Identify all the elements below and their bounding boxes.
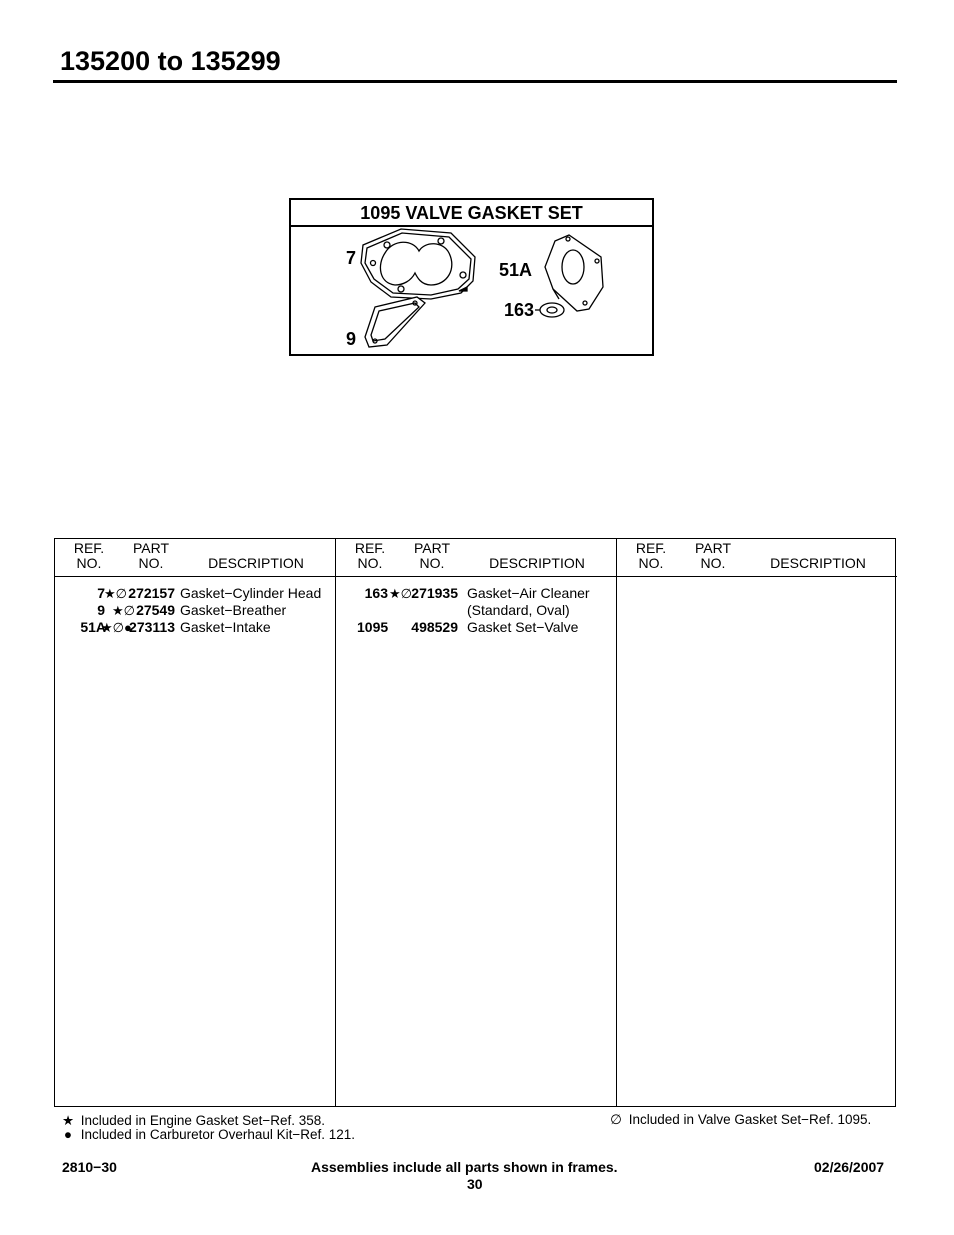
column-header — [336, 539, 616, 577]
diagram-title: 1095 VALVE GASKET SET — [291, 200, 652, 227]
part-header: PART NO. — [694, 540, 732, 571]
cylinder-head-gasket-icon — [361, 229, 475, 299]
ref-header: REF. NO. — [354, 540, 386, 571]
diagram-frame — [289, 198, 654, 356]
description-header: DESCRIPTION — [770, 555, 866, 571]
table-row: 1095 498529 Gasket Set−Valve — [357, 619, 579, 635]
ref-header: REF. NO. — [635, 540, 667, 571]
footnote-engine-gasket-set: ★ Included in Engine Gasket Set−Ref. 358. — [59, 1113, 325, 1128]
footer-date: 02/26/2007 — [814, 1159, 885, 1175]
breather-gasket-icon — [365, 297, 425, 347]
parts-rows — [336, 585, 616, 636]
part-header: PART NO. — [413, 540, 451, 571]
table-row: 9 ★∅ 27549 Gasket−Breather — [97, 602, 287, 618]
title-rule — [53, 80, 897, 83]
table-row: 51A ★∅● 273113 Gasket−Intake — [80, 619, 271, 635]
empty-set-icon: ∅ — [610, 1112, 622, 1127]
callout-7: 7 — [346, 248, 357, 268]
ref-header: REF. NO. — [73, 540, 105, 571]
intake-gasket-icon — [545, 235, 603, 311]
callout-51a: 51A — [499, 260, 533, 280]
air-cleaner-gasket-icon — [535, 303, 564, 317]
table-row: (Standard, Oval) — [467, 602, 570, 618]
description-header: DESCRIPTION — [208, 555, 304, 571]
parts-column-3 — [616, 539, 897, 1106]
column-header — [55, 539, 335, 577]
parts-column-1 — [55, 539, 335, 1106]
parts-table — [54, 538, 896, 1107]
table-row: 163 ★∅ 271935 Gasket−Air Cleaner — [364, 585, 590, 601]
footnote-carburetor-kit: ● Included in Carburetor Overhaul Kit−Ref. 121. — [59, 1127, 355, 1142]
page-number: 30 — [467, 1176, 483, 1192]
callout-9: 9 — [346, 329, 357, 349]
parts-rows — [55, 585, 335, 636]
bullet-icon: ● — [63, 1127, 73, 1142]
description-header: DESCRIPTION — [489, 555, 585, 571]
footnote-valve-gasket-set: ∅ Included in Valve Gasket Set−Ref. 1095. — [607, 1112, 871, 1127]
parts-column-2 — [335, 539, 616, 1106]
callout-163: 163 — [504, 300, 535, 320]
table-row: 7 ★∅ 272157 Gasket−Cylinder Head — [97, 585, 322, 601]
footer-note: Assemblies include all parts shown in frames. — [311, 1159, 618, 1175]
star-icon: ★ — [61, 1113, 75, 1128]
part-header: PART NO. — [132, 540, 170, 571]
column-header — [617, 539, 897, 577]
doc-number: 2810−30 — [62, 1159, 117, 1175]
page-title: 135200 to 135299 — [60, 46, 281, 76]
